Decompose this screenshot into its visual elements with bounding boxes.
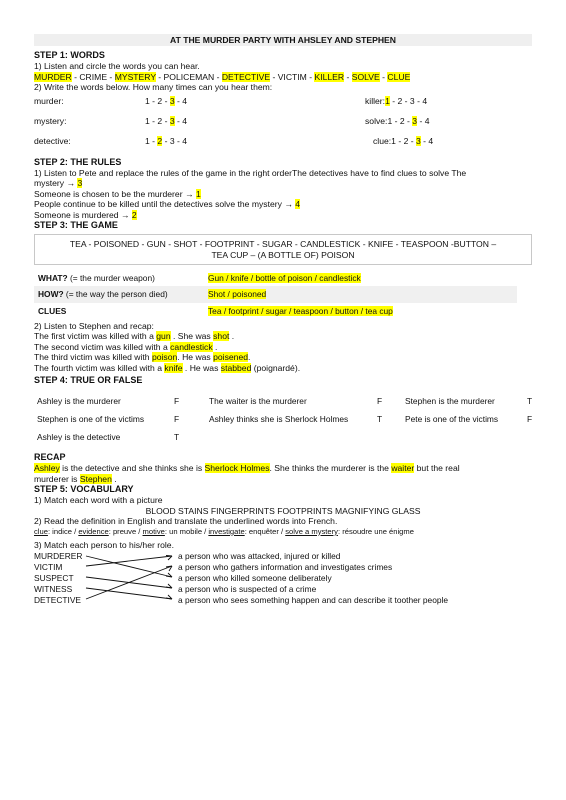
role-definition: a person who is suspected of a crime	[178, 583, 317, 594]
count-answer: 3	[412, 115, 418, 126]
person-label: DETECTIVE	[34, 594, 81, 605]
underlined-word: motive	[142, 526, 165, 536]
text-span: The fourth victim was killed with a	[34, 362, 165, 373]
count-answer: 3	[169, 95, 175, 106]
step2-line3	[34, 189, 532, 199]
recap-line1	[34, 463, 532, 473]
step5-instruction1: 1) Match each word with a picture	[34, 495, 163, 506]
step4-heading: STEP 4: TRUE OR FALSE	[34, 375, 143, 386]
table-row	[34, 286, 517, 302]
statement: Ashley is the detective	[37, 432, 121, 443]
underlined-word: evidence	[78, 526, 109, 536]
step1-counts	[34, 93, 532, 153]
heard-word: CLUE	[387, 71, 411, 82]
count-option: 1 -	[145, 135, 158, 146]
translation: : résoudre une énigme	[337, 526, 414, 536]
count-word: clue:	[373, 135, 392, 146]
recap-intro: 2) Listen to Stephen and recap:	[34, 320, 154, 331]
true-false-grid	[34, 388, 532, 448]
heard-word: KILLER	[314, 71, 345, 82]
word: -	[344, 71, 352, 82]
text-span: .	[248, 352, 251, 363]
game-table	[34, 270, 517, 319]
text-span: . She thinks the murderer is the	[269, 463, 392, 474]
recap-answer: Stephen	[79, 473, 112, 484]
word: -	[379, 71, 388, 82]
count-option: - 3 - 4	[162, 135, 188, 146]
step1-word-list	[34, 72, 532, 82]
text-span: but the real	[414, 463, 460, 474]
underlined-word: solve a mystery	[285, 526, 338, 536]
step5-instruction3: 3) Match each person to his/her role.	[34, 539, 174, 550]
person-label: WITNESS	[34, 583, 73, 594]
recap-sentence	[34, 342, 532, 352]
translation: : indice /	[47, 526, 79, 536]
role-definition: a person who killed someone deliberately	[178, 573, 332, 584]
text-span: . He was	[177, 352, 214, 363]
rule-order-mark: 4	[295, 199, 301, 210]
step5-heading: STEP 5: VOCABULARY	[34, 484, 134, 495]
word: - CRIME -	[71, 71, 115, 82]
count-row	[34, 133, 532, 153]
text-span: The first victim was killed with a	[34, 331, 157, 342]
statement: Ashley thinks she is Sherlock Holmes	[209, 414, 349, 425]
count-option: 1 - 2 -	[145, 95, 170, 106]
weapon-answer: knife	[164, 362, 183, 373]
true-false-answer: T	[174, 432, 180, 443]
person-label: VICTIM	[34, 562, 63, 573]
count-right	[365, 96, 427, 106]
row-answer: Tea / footprint / sugar / teaspoon / button / tea cup	[208, 305, 393, 316]
person-label: MURDERER	[34, 551, 83, 562]
step1-instruction2: 2) Write the words below. How many times can you hear them:	[34, 82, 273, 93]
count-answer: 3	[416, 135, 421, 146]
recap-sentence	[34, 363, 532, 373]
count-option: - 4	[174, 95, 188, 106]
rule-order-mark: 2	[131, 209, 137, 220]
recap-answer: Ashley	[34, 463, 60, 474]
count-options	[145, 136, 187, 146]
role-definition: a person who was attacked, injured or killed	[178, 551, 341, 562]
translation: : enquêter /	[244, 526, 286, 536]
row-label: HOW? (= the way the person died)	[34, 286, 204, 302]
heard-word: SOLVE	[351, 71, 380, 82]
page-title: AT THE MURDER PARTY WITH AHSLEY AND STEPHEN	[34, 34, 532, 46]
rule-text: Someone is chosen to be the murderer →	[34, 188, 196, 199]
row-label: CLUES	[38, 305, 67, 316]
word: - POLICEMAN -	[155, 71, 222, 82]
recap-line2: murderer is Stephen .	[34, 473, 117, 484]
count-right	[373, 136, 433, 146]
true-false-answer: T	[377, 414, 383, 425]
word-box-line2: TEA CUP – (A BOTTLE OF) POISON	[211, 249, 355, 260]
true-false-answer: F	[377, 396, 383, 407]
step2-line2	[34, 178, 532, 188]
step2-heading: STEP 2: THE RULES	[34, 156, 122, 167]
count-word: killer:	[365, 95, 386, 106]
how-answer: stabbed	[220, 362, 252, 373]
how-answer: poisened	[213, 352, 249, 363]
count-option: - 4	[417, 115, 430, 126]
recap-sentence	[34, 352, 532, 362]
count-right	[365, 116, 430, 126]
statement: Pete is one of the victims	[405, 414, 499, 425]
step1-heading: STEP 1: WORDS	[34, 50, 105, 61]
role-definition: a person who gathers information and investigates crimes	[178, 562, 393, 573]
true-false-answer: F	[174, 414, 180, 425]
heard-word: MURDER	[34, 71, 72, 82]
row-answer: Shot / poisoned	[204, 286, 517, 302]
count-options	[145, 96, 187, 106]
statement: Ashley is the murderer	[37, 396, 121, 407]
count-word: mystery:	[34, 115, 67, 126]
row-label: WHAT? (= the murder weapon)	[38, 273, 155, 284]
recap-answer: Sherlock Holmes	[204, 463, 270, 474]
rule-text: mystery →	[34, 178, 78, 189]
weapon-answer: candlestick	[170, 341, 213, 352]
rule-text: People continue to be killed until the detectives solve the mystery →	[34, 199, 296, 210]
count-row	[34, 93, 532, 113]
true-false-answer: F	[527, 414, 533, 425]
count-option: 1 - 2 -	[391, 135, 416, 146]
count-answer: 1	[385, 95, 390, 106]
word-box-line1: TEA - POISONED - GUN - SHOT - FOOTPRINT - SUGAR - CANDLESTICK - KNIFE - TEASPOON -BUTTON –	[69, 239, 497, 250]
weapon-answer: gun	[156, 331, 171, 342]
count-answer: 3	[169, 115, 175, 126]
count-option: - 4	[420, 135, 434, 146]
text-span: . He was	[182, 362, 221, 373]
count-word: solve:	[365, 115, 388, 126]
weapon-answer: poison	[151, 352, 178, 363]
heard-word: DETECTIVE	[221, 71, 271, 82]
recap-sentence	[34, 331, 532, 341]
count-option: - 4	[174, 115, 188, 126]
translation: : un mobile /	[164, 526, 209, 536]
true-false-answer: T	[527, 396, 533, 407]
rule-order-mark: 3	[77, 178, 83, 189]
table-row	[34, 303, 517, 319]
rule-order-mark: 1	[195, 188, 201, 199]
word: - VICTIM -	[270, 71, 315, 82]
count-row	[34, 113, 532, 133]
step1-instruction1: 1) Listen and circle the words you can hear.	[34, 61, 200, 72]
table-row	[34, 270, 517, 286]
step2-line1: 1) Listen to Pete and replace the rules of the game in the right orderThe detectives have to find clues to solve The	[34, 167, 467, 178]
count-word: detective:	[34, 135, 71, 146]
definitions-line	[34, 527, 532, 536]
word-box	[34, 234, 532, 265]
picture-words: BLOOD STAINS FINGERPRINTS FOOTPRINTS MAGNIFYING GLASS	[145, 505, 421, 516]
recap-answer: waiter	[391, 463, 415, 474]
rule-text: Someone is murdered →	[34, 209, 132, 220]
step2-line5	[34, 210, 532, 220]
step5-instruction2: 2) Read the definition in English and translate the underlined words into French.	[34, 516, 338, 527]
translation: : preuve /	[108, 526, 143, 536]
text-span: . She was	[170, 331, 214, 342]
text-span: .	[212, 341, 218, 352]
statement: The waiter is the murderer	[209, 396, 307, 407]
true-false-answer: F	[174, 396, 180, 407]
count-option: 1 - 2 -	[387, 115, 413, 126]
heard-word: MYSTERY	[114, 71, 156, 82]
underlined-word: investigate	[208, 526, 245, 536]
count-word: murder:	[34, 95, 64, 106]
row-answer: Gun / knife / bottle of poison / candlestick	[208, 273, 361, 284]
matching-exercise	[34, 551, 532, 607]
recap-lines	[34, 331, 532, 373]
statement: Stephen is one of the victims	[37, 414, 145, 425]
recap-heading: RECAP	[34, 452, 66, 463]
role-definition: a person who sees something happen and can describe it toother people	[178, 594, 449, 605]
count-option: 1 - 2 -	[145, 115, 170, 126]
text-span: The second victim was killed with a	[34, 341, 171, 352]
count-options	[145, 116, 187, 126]
text-span: is the detective and she thinks she is	[59, 463, 205, 474]
count-answer: 2	[157, 135, 163, 146]
person-label: SUSPECT	[34, 573, 74, 584]
step2-line4	[34, 199, 532, 209]
text-span: The third victim was killed with	[34, 352, 152, 363]
step3-heading: STEP 3: THE GAME	[34, 220, 118, 231]
statement: Stephen is the murderer	[405, 396, 495, 407]
text-span: .	[229, 331, 235, 342]
text-span: (poignardé).	[251, 362, 301, 373]
count-option: - 2 - 3 - 4	[389, 95, 428, 106]
underlined-word: clue	[34, 526, 48, 536]
how-answer: shot	[213, 331, 230, 342]
